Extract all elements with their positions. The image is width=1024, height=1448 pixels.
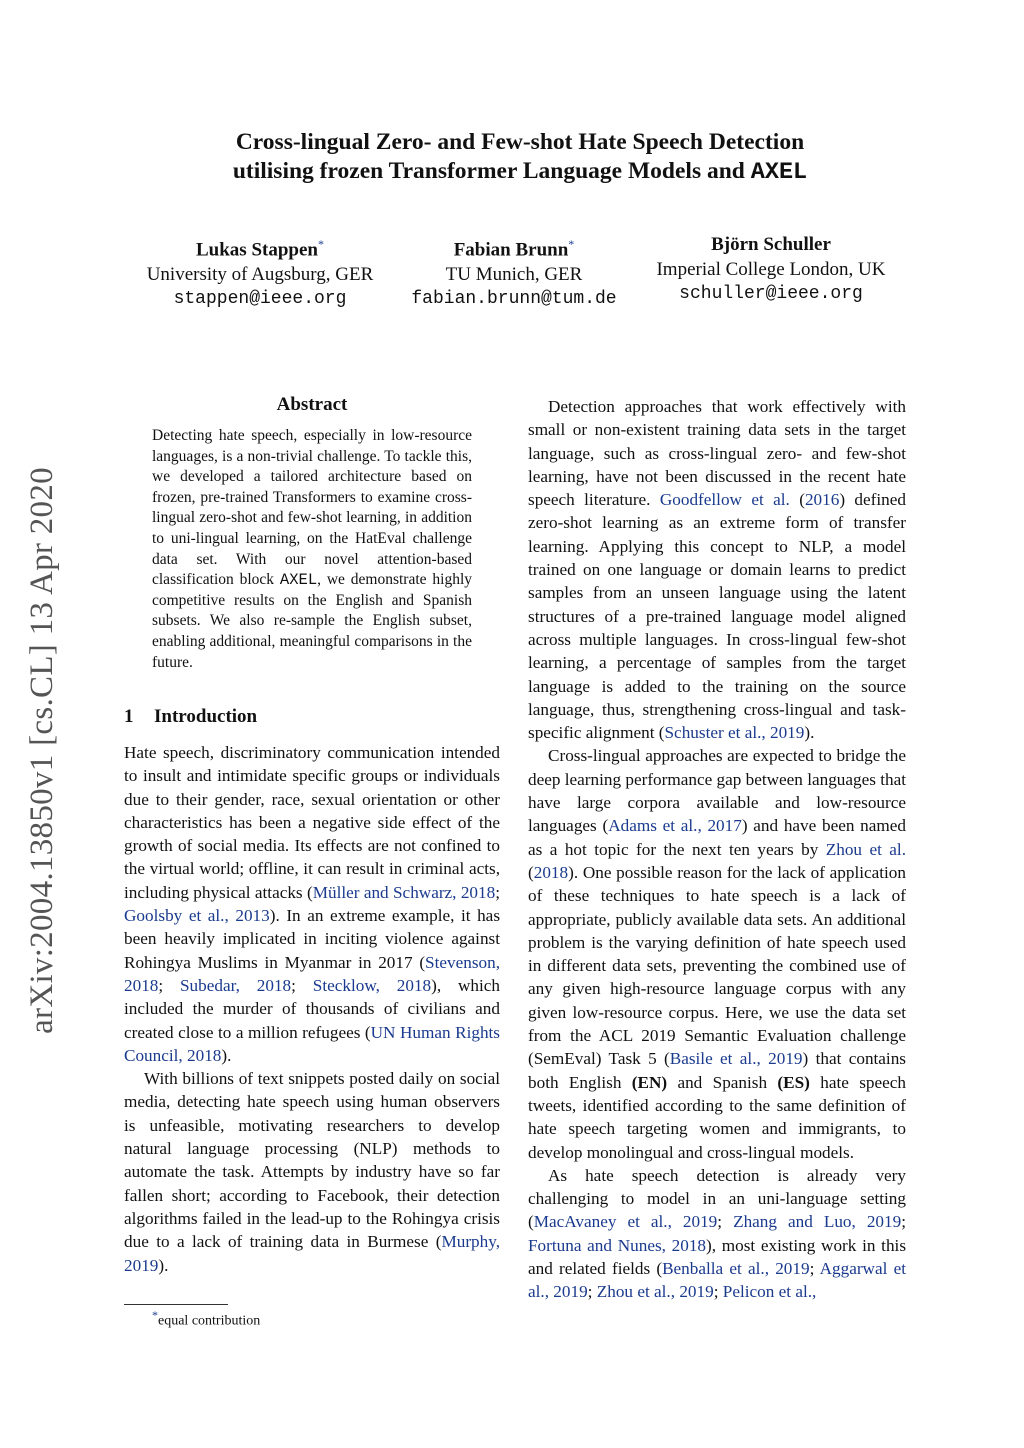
author-3-email[interactable]: schuller@ieee.org (679, 284, 863, 304)
author-1-mark: * (317, 237, 324, 251)
paragraph: Cross-lingual approaches are expected to bridge the deep learning performance gap between languages that have large corpora available and low-resource languages (Adams et al., 2017) and have been named as a hot topic for the next ten years by Zhou et al. (2018). One possible reason for the lack of application of these techniques to hate speech is a lack of appropriate, publicly available data sets. An additional problem is the varying definition of hate speech used in different data sets, preventing the combined use of any given high-resource language corpus with any given low-resource corpus. Here, we use the data set from the ACL 2019 Semantic Evaluation challenge (SemEval) Task 5 (Basile et al., 2019) that contains both English (EN) and Spanish (ES) hate speech tweets, identified according to the same definition of hate speech targeting women and immigrants, to develop monolingual and cross-lingual models. (528, 746, 906, 1162)
paragraph: As hate speech detection is already very challenging to model in an uni-language setting (MacAvaney et al., 2019; Zhang and Luo, 2019; Fortuna and Nunes, 2018), most existing work in this and related fields (Benballa et al., 2019; Aggarwal et al., 2019; Zhou et al., 2019; Pelicon et al., (528, 1165, 907, 1302)
author-2-email[interactable]: fabian.brunn@tum.de (411, 289, 617, 310)
paper-title (120, 128, 920, 187)
citation[interactable]: Murphy, 2019 (124, 1232, 500, 1275)
citation[interactable]: Goolsby et al., 2013 (124, 906, 270, 926)
citation[interactable]: Schuster et al., 2019 (664, 723, 805, 743)
citation[interactable]: Pelicon et al., (722, 1282, 817, 1302)
author-1-name: Lukas Stappen (196, 239, 318, 261)
footnote: *equal contribution (152, 1308, 261, 1329)
author-2 (390, 232, 638, 312)
author-1-affiliation: University of Augsburg, GER (146, 264, 374, 286)
author-3-name: Björn Schuller (711, 234, 831, 255)
citation[interactable]: UN Human Rights Council, 2018 (124, 1022, 500, 1065)
abstract-axel: AXEL (279, 571, 318, 590)
author-1-email[interactable]: stappen@ieee.org (173, 289, 347, 310)
arxiv-sidebar (22, 450, 62, 1050)
abstract-body: Detecting hate speech, especially in low-resource languages, is a non-trivial challenge. To tackle this, we developed a tailored architecture based on frozen, pre-trained Transformers to examine cross-lingual zero-shot and few-shot learning, in addition to uni-lingual learning, on the HatEval challenge data set. With our novel attention-based classification block AXEL, we demonstrate highly competitive results on the English and Spanish subsets. We also re-sample the English subset, enabling additional, meaningful comparisons in the future. (152, 427, 472, 671)
arxiv-id: arXiv:2004.13850v1 [cs.CL] 13 Apr 2020 (23, 466, 60, 1034)
author-2-affiliation: TU Munich, GER (445, 264, 583, 286)
title-line-2: utilising frozen Transformer Language Models and AXEL (232, 158, 808, 186)
citation[interactable]: Zhou et al., 2019 (596, 1282, 714, 1302)
section-number: 1 (124, 706, 134, 727)
citation[interactable]: Goodfellow et al. (659, 490, 790, 510)
citation[interactable]: 2016 (804, 490, 840, 510)
citation[interactable]: Aggarwal et al., 2019 (528, 1258, 906, 1302)
footnote-rule (124, 1304, 228, 1305)
title-line-1: Cross-lingual Zero- and Few-shot Hate Speech Detection (235, 129, 805, 155)
author-2-mark: * (568, 237, 575, 251)
citation[interactable]: Stecklow, 2018 (312, 975, 432, 995)
section-heading (124, 706, 257, 728)
author-1 (130, 232, 390, 312)
author-3 (640, 232, 902, 307)
citation[interactable]: Subedar, 2018 (180, 975, 292, 995)
citation[interactable]: Fortuna and Nunes, 2018 (528, 1235, 707, 1255)
title-axel: AXEL (750, 159, 808, 186)
left-column (124, 741, 500, 1277)
author-2-name: Fabian Brunn (453, 239, 569, 261)
author-3-affiliation: Imperial College London, UK (656, 259, 886, 280)
abstract-heading: Abstract (276, 394, 348, 415)
citation[interactable]: Adams et al., 2017 (608, 816, 742, 836)
paragraph: Detection approaches that work effectively with small or non-existent training data sets in the target language, such as cross-lingual zero- and few-shot learning, have not been discussed in the recent hate speech literature. Goodfellow et al. (2016) defined zero-shot learning as an extreme form of transfer learning. Applying this concept to NLP, a model trained on one language or domain learns to predict samples from an unseen language using the latent structures of a pre-trained language model aligned across multiple languages. In cross-lingual few-shot learning, a percentage of samples from the target language is added to the training on the source language, thus, strengthening cross-lingual and task-specific alignment (Schuster et al., 2019). (528, 397, 906, 743)
citation[interactable]: MacAvaney et al., 2019 (533, 1212, 718, 1232)
citation[interactable]: Basile et al., 2019 (669, 1049, 803, 1069)
section-title: Introduction (154, 706, 258, 727)
right-column (528, 395, 906, 1304)
citation[interactable]: Zhou et al. (825, 839, 906, 859)
citation[interactable]: Müller and Schwarz, 2018 (312, 882, 496, 902)
paragraph: Hate speech, discriminatory communication intended to insult and intimidate specific groups or individuals due to their gender, race, sexual orientation or other characteristics has been a negative side effect of the growth of social media. Its effects are not confined to the virtual world; offline, it can result in criminal acts, including physical attacks (Müller and Schwarz, 2018; Goolsby et al., 2013). In an extreme example, it has been heavily implicated in inciting violence against Rohingya Muslims in Myanmar in 2017 (Stevenson, 2018; Subedar, 2018; Stecklow, 2018), which included the murder of thousands of civilians and created close to a million refugees (UN Human Rights Council, 2018). (124, 743, 501, 1065)
citation[interactable]: Stevenson, 2018 (124, 952, 500, 995)
citation[interactable]: Benballa et al., 2019 (662, 1258, 810, 1278)
citation[interactable]: Zhang and Luo, 2019 (733, 1212, 902, 1232)
paragraph: With billions of text snippets posted daily on social media, detecting hate speech using human observers is unfeasible, motivating researchers to develop natural language processing (NLP) methods to automate the task. Attempts by industry have so far fallen short; according to Facebook, their detection algorithms failed in the lead-up to the Rohingya crisis due to a lack of training data in Burmese (Murphy, 2019). (124, 1069, 500, 1275)
citation[interactable]: 2018 (533, 862, 569, 882)
